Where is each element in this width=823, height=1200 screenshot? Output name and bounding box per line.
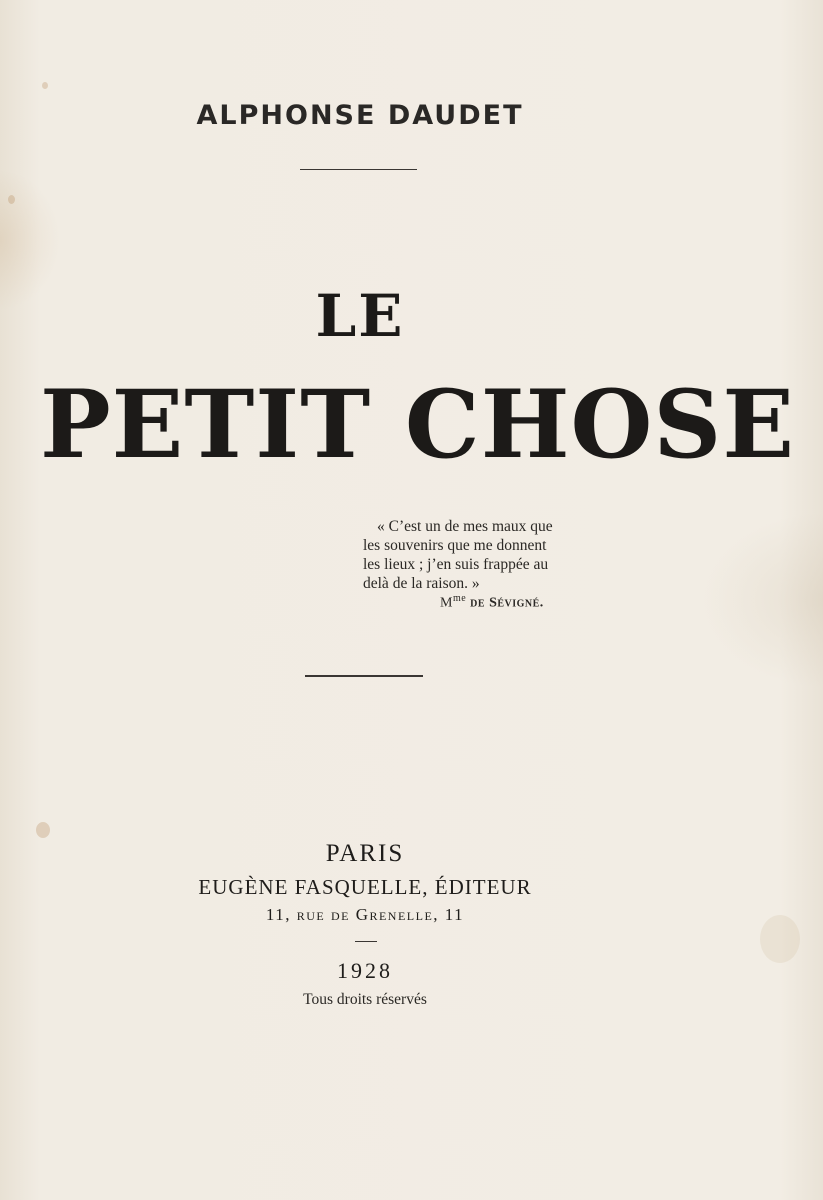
title-line-1: LE [315,282,405,350]
foxing-spot [36,822,50,838]
imprint-address: 11, rue de Grenelle, 11 [265,905,465,924]
foxing-spot [760,915,800,963]
divider-rule [355,941,377,942]
title-line-2: PETIT CHOSE [40,370,795,480]
imprint-city: PARIS [325,840,405,867]
divider-rule [305,675,423,677]
imprint-year: 1928 [337,958,393,983]
foxing-spot [8,195,15,204]
imprint-publisher: EUGÈNE FASQUELLE, ÉDITEUR [198,875,532,899]
epigraph [363,517,593,593]
rights-notice: Tous droits réservés [303,991,427,1008]
epigraph-attribution [440,593,544,612]
attribution-superscript: me [452,593,467,604]
epigraph-line: « C’est un de mes maux que [377,518,553,535]
divider-rule [300,169,417,170]
attribution-prefix: M [440,595,453,611]
foxing-spot [42,82,48,89]
epigraph-line: delà de la raison. » [363,575,480,592]
author-name: ALPHONSE DAUDET [196,100,524,131]
attribution-name: de Sévigné. [470,595,544,611]
epigraph-line: les lieux ; j’en suis frappée au [363,556,549,573]
epigraph-line: les souvenirs que me donnent [363,537,547,554]
